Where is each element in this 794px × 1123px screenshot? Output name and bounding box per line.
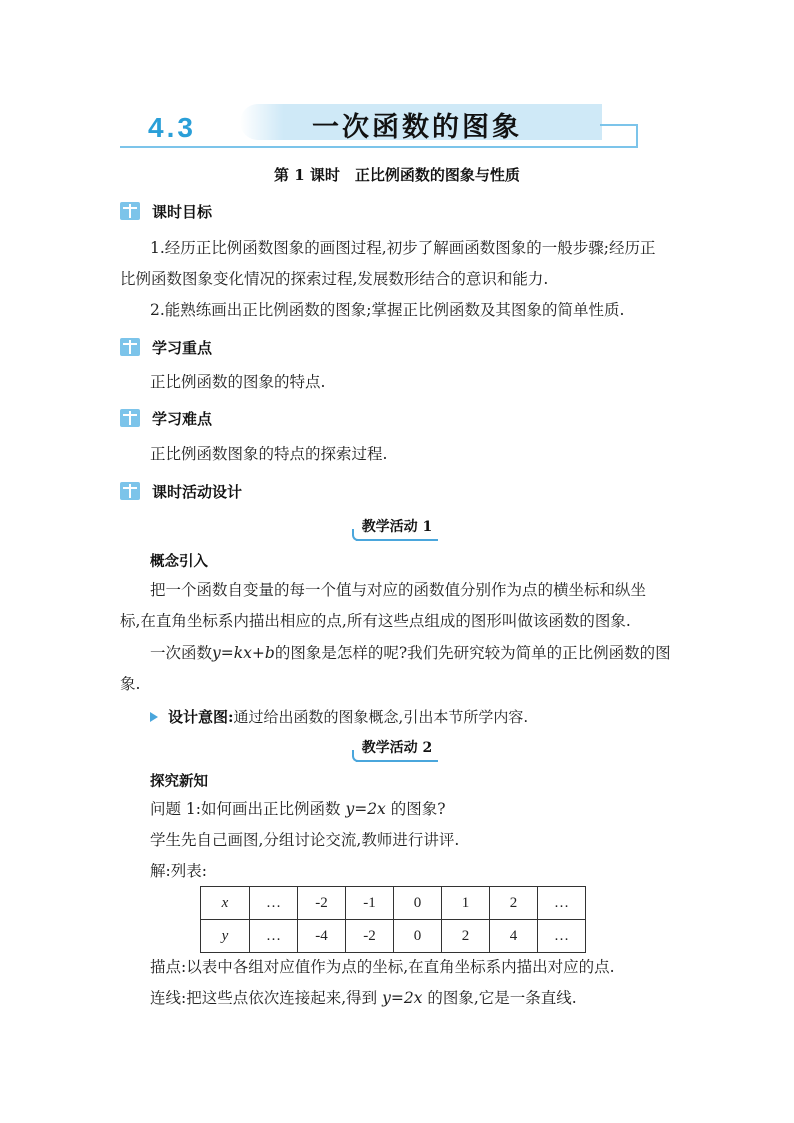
formula-2x: y=2x [345,800,386,818]
activity-1-subheading: 概念引入 [150,553,208,570]
table-cell: … [538,920,586,953]
activity-1-paragraph-1-line-2: 标,在直角坐标系内描出相应的点,所有这些点组成的图形叫做该函数的图象. [120,612,631,630]
activity-1-paragraph-2-line-1: 一次函数y=kx+b的图象是怎样的呢?我们先研究较为简单的正比例函数的图 [150,644,671,662]
key-points-text: 正比例函数的图象的特点. [150,373,326,391]
section-number: 4.3 [148,112,196,143]
table-cell: 1 [442,887,490,920]
objectives-line-2: 比例函数图象变化情况的探索过程,发展数形结合的意识和能力. [120,270,549,288]
activity-1-title [0,516,794,541]
table-cell: 2 [490,887,538,920]
triangle-bullet-icon [150,712,158,722]
activity-2-subheading: 探究新知 [150,773,208,790]
book-icon [120,482,140,500]
connect-line: 连线:把这些点依次连接起来,得到 y=2x 的图象,它是一条直线. [150,989,577,1007]
activity-2-title-text: 教学活动 2 [356,737,439,762]
activity-2-title [0,737,794,762]
table-cell: -4 [298,920,346,953]
table-row-x [201,887,586,920]
table-cell: 4 [490,920,538,953]
table-cell: … [250,920,298,953]
activity-1-paragraph-1-line-1: 把一个函数自变量的每一个值与对应的函数值分别作为点的横坐标和纵坐 [150,581,647,599]
table-cell: 0 [394,920,442,953]
objectives-heading-label: 课时目标 [152,202,213,221]
section-title: 一次函数的图象 [312,112,522,143]
chapter-header [120,102,638,152]
book-icon [120,202,140,220]
design-heading [120,479,242,503]
book-icon [120,338,140,356]
table-header-y: y [201,920,250,953]
activity-1-title-text: 教学活动 1 [356,516,439,541]
table-cell: 2 [442,920,490,953]
formula-kx-b: y=kx+b [212,644,275,662]
table-row-y [201,920,586,953]
plot-points-line: 描点:以表中各组对应值作为点的坐标,在直角坐标系内描出对应的点. [150,958,615,976]
activity-2-line-2: 学生先自己画图,分组讨论交流,教师进行讲评. [150,831,460,849]
difficulties-heading-label: 学习难点 [152,409,213,428]
objectives-heading [120,199,212,223]
book-icon [120,409,140,427]
activity-2-line-3: 解:列表: [150,862,207,880]
header-line-top [600,124,638,126]
header-underline [120,146,636,148]
lesson-title: 第 1 课时 正比例函数的图象与性质 [274,166,520,184]
design-heading-label: 课时活动设计 [152,482,243,501]
table-cell: 0 [394,887,442,920]
difficulties-heading [120,406,212,430]
question-1: 问题 1:如何画出正比例函数 y=2x 的图象? [150,800,446,818]
objectives-line-3: 2.能熟练画出正比例函数的图象;掌握正比例函数及其图象的简单性质. [150,301,625,319]
table-header-x: x [201,887,250,920]
activity-1-paragraph-2-line-2: 象. [120,675,141,693]
key-points-heading [120,335,212,359]
table-cell: -2 [298,887,346,920]
difficulties-text: 正比例函数图象的特点的探索过程. [150,445,388,463]
key-points-heading-label: 学习重点 [152,338,213,357]
table-cell: -2 [346,920,394,953]
table-cell: … [250,887,298,920]
objectives-line-1: 1.经历正比例函数图象的画图过程,初步了解画函数图象的一般步骤;经历正 [150,239,656,257]
design-intent-text: 通过给出函数的图象概念,引出本节所学内容. [233,708,529,726]
value-table [200,886,586,953]
table-cell: -1 [346,887,394,920]
design-intent-label: 设计意图: [168,708,234,726]
header-line-right [636,124,638,148]
formula-2x-connect: y=2x [382,989,423,1007]
table-cell: … [538,887,586,920]
activity-1-design-intent [150,706,528,727]
